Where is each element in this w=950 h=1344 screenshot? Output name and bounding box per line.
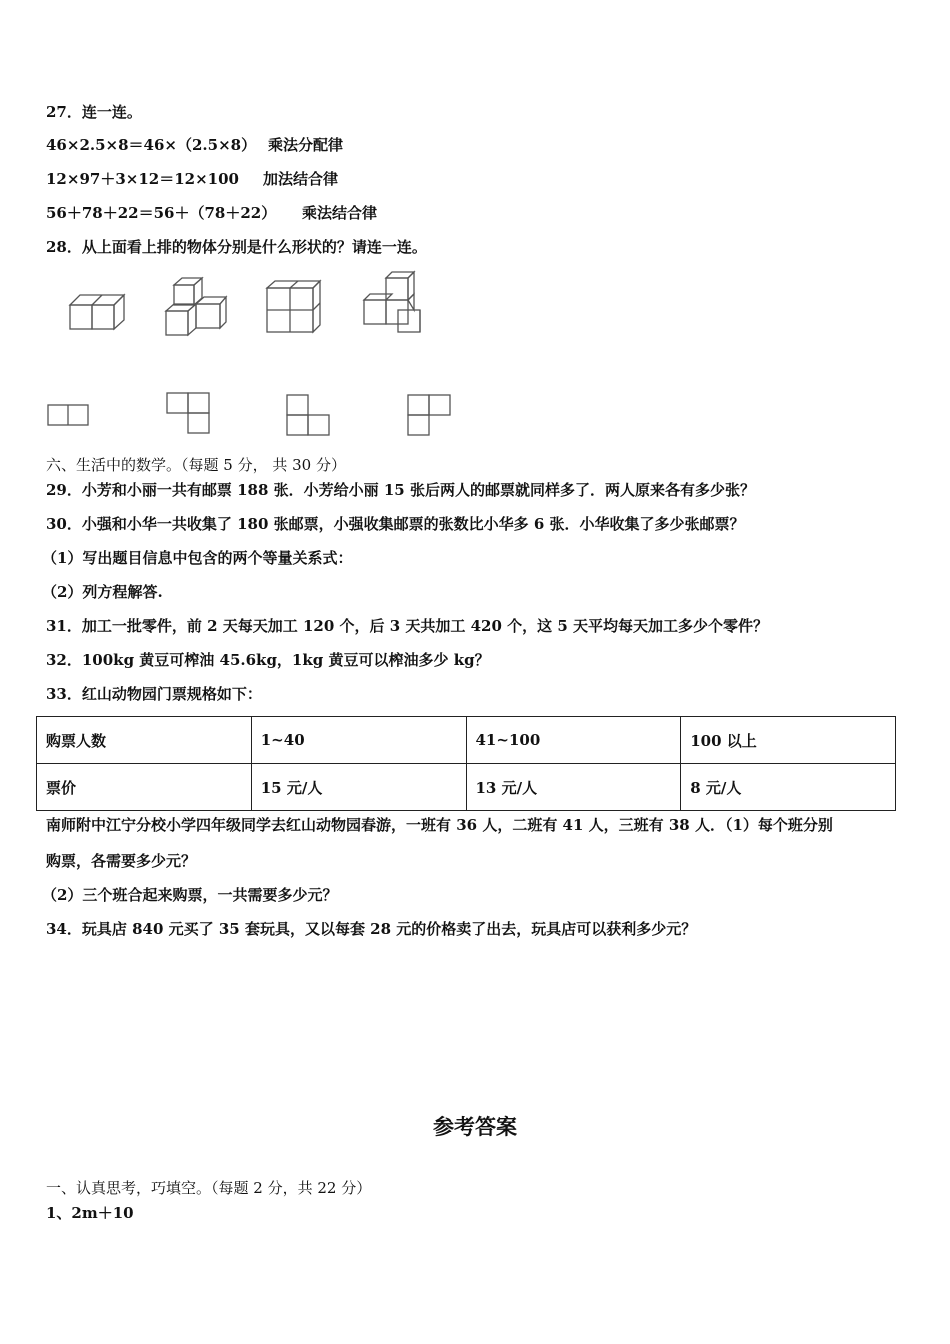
q27-title: 27．连一连。 [46,103,142,121]
answers-title: 参考答案 [433,1114,517,1139]
table-cell: 1~40 [251,717,466,764]
q30-sub1: （1）写出题目信息中包含的两个等量关系式： [42,549,353,567]
q27-law-3: 乘法结合律 [302,204,378,222]
table-cell: 购票人数 [37,717,252,764]
answers-section1: 一、认真思考，巧填空。（每题 2 分，共 22 分） [46,1179,372,1197]
q33-title: 33．红山动物园门票规格如下： [46,685,262,703]
cube-stack-2-figure [160,276,228,338]
q29-text: 29．小芳和小丽一共有邮票 188 张．小芳给小丽 15 张后两人的邮票就同样多了．两人原来各有多少张？ [46,481,755,499]
ticket-price-table [36,716,896,811]
q33-sub2: （2）三个班合起来购票，一共需要多少元？ [42,886,338,904]
q30-text: 30．小强和小华一共收集了 180 张邮票，小强收集邮票的张数比小华多 6 张．小华收集了多少张邮票？ [46,515,745,533]
q27-expr-3: 56＋78＋22＝56＋（78＋22） [46,204,277,222]
table-cell: 8 元/人 [681,764,896,811]
cube-stack-4-figure [356,270,426,334]
section6-title: 六、生活中的数学。（每题 5 分， 共 30 分） [46,456,346,474]
q27-law-1: 乘法分配律 [268,136,344,154]
q27-law-2: 加法结合律 [263,170,339,188]
table-cell: 41~100 [466,717,681,764]
table-row [37,764,896,811]
table-cell: 15 元/人 [251,764,466,811]
q30-sub2: （2）列方程解答. [42,583,163,601]
top-view-4-figure [405,392,453,438]
q27-expr-1: 46×2.5×8＝46×（2.5×8） [46,136,257,154]
q27-expr-2: 12×97＋3×12＝12×100 [46,170,239,188]
q33-text-line1: 南师附中江宁分校小学四年级同学去红山动物园春游，一班有 36 人，二班有 41 人，三班有 38 人．（1）每个班分别 [46,816,833,834]
cube-stack-3-figure [262,278,324,336]
q32-text: 32．100kg 黄豆可榨油 45.6kg，1kg 黄豆可以榨油多少 kg？ [46,651,490,669]
table-row [37,717,896,764]
cube-stack-1-figure [66,290,126,335]
top-view-1-figure [46,402,92,428]
q34-text: 34．玩具店 840 元买了 35 套玩具，又以每套 28 元的价格卖了出去，玩具店可以获利多少元？ [46,920,697,938]
answer-1: 1、2m＋10 [46,1204,134,1222]
table-cell: 100 以上 [681,717,896,764]
table-cell: 票价 [37,764,252,811]
q28-title: 28．从上面看上排的物体分别是什么形状的？请连一连。 [46,238,427,256]
q33-text-line2: 购票，各需要多少元？ [46,852,197,870]
q31-text: 31．加工一批零件，前 2 天每天加工 120 个，后 3 天共加工 420 个，这 5 天平均每天加工多少个零件？ [46,617,769,635]
top-view-3-figure [284,392,332,438]
table-cell: 13 元/人 [466,764,681,811]
top-view-2-figure [164,390,212,436]
